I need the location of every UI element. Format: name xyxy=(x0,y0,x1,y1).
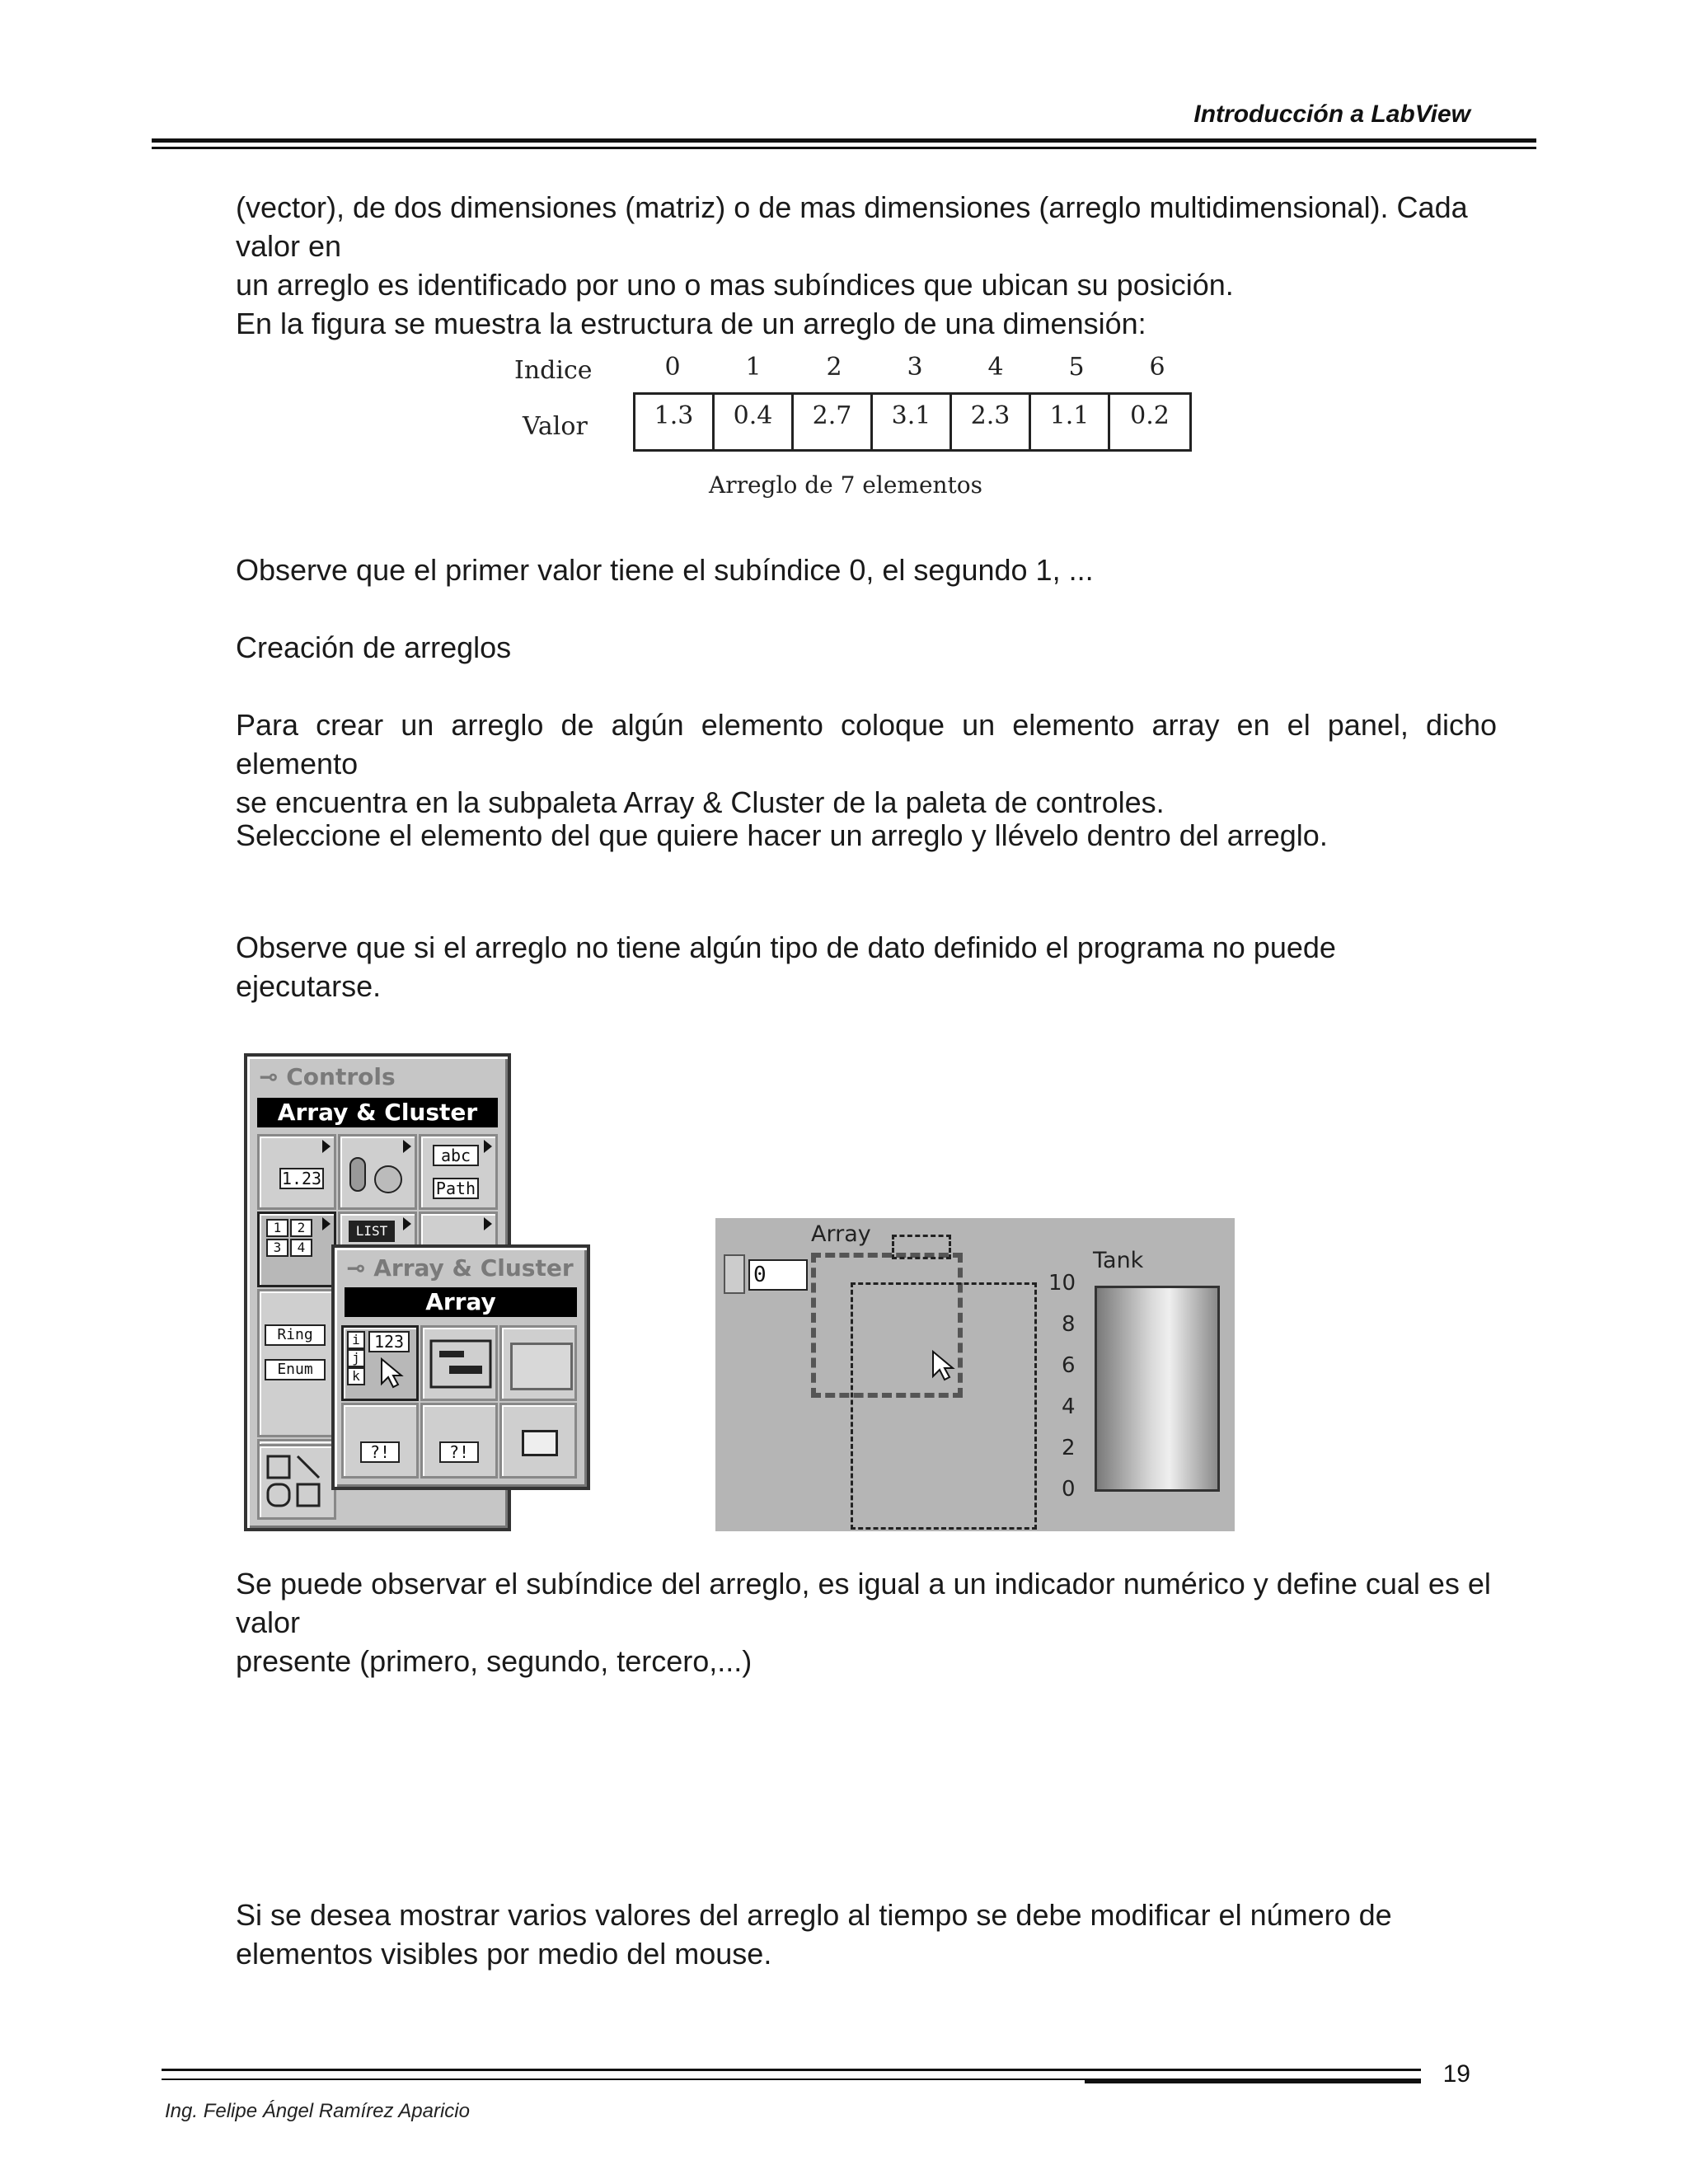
array-box: 123 xyxy=(368,1331,410,1352)
tank-tick: 10 xyxy=(1048,1271,1076,1296)
folder-icon xyxy=(510,1343,573,1390)
palette-subtitle: Array xyxy=(345,1287,577,1317)
array-cell: 2.7 xyxy=(794,395,873,449)
page-number: 19 xyxy=(1442,2060,1470,2088)
grid-cell: 3 xyxy=(266,1239,288,1257)
text-line: Si se desea mostrar varios valores del arreglo al tiempo se debe modificar el número de xyxy=(236,1898,1392,1932)
palette-title xyxy=(259,1063,396,1090)
index-chars xyxy=(347,1331,365,1385)
ring-enum-tile[interactable] xyxy=(257,1289,336,1437)
grid-cell: 4 xyxy=(290,1239,312,1257)
value-label: Valor xyxy=(523,412,588,441)
array-cell: 0.4 xyxy=(715,395,794,449)
text-line: (vector), de dos dimensiones (matriz) o de mas dimensiones (arreglo multidimensional). Cada valor en xyxy=(236,190,1468,263)
ring-box: Ring xyxy=(265,1324,326,1346)
shapes-icon xyxy=(265,1453,331,1511)
paragraph-create xyxy=(236,705,1497,822)
string-box: abc xyxy=(433,1145,479,1166)
submenu-arrow-icon xyxy=(403,1140,411,1153)
footer-rule-thin xyxy=(162,2079,1085,2080)
tank-tick: 0 xyxy=(1062,1477,1076,1502)
palette-title-text: Controls xyxy=(286,1063,396,1090)
palette-subtitle: Array & Cluster xyxy=(257,1098,498,1127)
grid-cell: 1 xyxy=(266,1219,288,1237)
grid-cell: 2 xyxy=(290,1219,312,1237)
string-path-tile[interactable] xyxy=(419,1134,498,1210)
array-cluster-palette xyxy=(331,1244,590,1490)
numeric-tile[interactable] xyxy=(257,1134,336,1210)
palette-title xyxy=(346,1254,574,1282)
drop-target xyxy=(892,1235,951,1259)
element-slot[interactable] xyxy=(851,1282,1037,1530)
error-in-tile[interactable] xyxy=(341,1403,419,1479)
index-char: k xyxy=(347,1367,365,1385)
text-line: presente (primero, segundo, tercero,...) xyxy=(236,1644,753,1678)
path-box: Path xyxy=(433,1178,479,1199)
index-char: i xyxy=(347,1331,365,1349)
header-rule xyxy=(152,138,1536,143)
error-label: ?! xyxy=(439,1441,479,1463)
tank-tick: 4 xyxy=(1062,1394,1076,1419)
paragraph-intro xyxy=(236,188,1497,343)
text-line: Se puede observar el subíndice del arreglo, es igual a un indicador numérico y define cual es el valor xyxy=(236,1567,1491,1639)
paragraph-select: Seleccione el elemento del que quiere hacer un arreglo y llévelo dentro del arreglo. xyxy=(236,818,1328,852)
index-label: Indice xyxy=(514,356,593,385)
error-out-tile[interactable] xyxy=(420,1403,498,1479)
cluster-tile[interactable] xyxy=(420,1325,498,1401)
array-cell: 2.3 xyxy=(952,395,1031,449)
array-cells xyxy=(633,392,1192,452)
paragraph-observe xyxy=(236,928,1497,1005)
submenu-arrow-icon xyxy=(484,1217,492,1230)
text-line: un arreglo es identificado por uno o mas subíndices que ubican su posición. xyxy=(236,268,1234,302)
paragraph-subindex: Observe que el primer valor tiene el subíndice 0, el segundo 1, ... xyxy=(236,553,1094,587)
header-rule-thin xyxy=(152,147,1536,149)
cursor-arrow-icon xyxy=(380,1357,405,1390)
palette-title-text: Array & Cluster xyxy=(373,1254,574,1282)
text-line: En la figura se muestra la estructura de un arreglo de una dimensión: xyxy=(236,307,1146,340)
text-line: elementos visibles por medio del mouse. xyxy=(236,1937,772,1971)
index-number: 6 xyxy=(1149,353,1165,382)
index-number: 5 xyxy=(1068,353,1085,382)
section-heading: Creación de arreglos xyxy=(236,630,512,664)
decorations-tile[interactable] xyxy=(257,1444,336,1520)
index-char: j xyxy=(347,1349,365,1367)
index-display[interactable] xyxy=(724,1254,806,1294)
author-credit: Ing. Felipe Ángel Ramírez Aparicio xyxy=(165,2100,470,2122)
refnum-icon xyxy=(522,1430,558,1456)
toggle-switch-icon xyxy=(345,1146,411,1204)
error-label: ?! xyxy=(360,1441,400,1463)
list-box: LIST xyxy=(349,1221,395,1242)
text-line: ejecutarse. xyxy=(236,969,382,1003)
tank-label: Tank xyxy=(1093,1248,1144,1273)
index-number: 4 xyxy=(987,353,1004,382)
numeric-box: 1.23 xyxy=(279,1168,324,1189)
pin-icon[interactable]: ⊸ xyxy=(259,1063,279,1090)
index-number: 2 xyxy=(826,353,842,382)
array-cell: 1.1 xyxy=(1031,395,1110,449)
array-tile[interactable] xyxy=(341,1325,419,1401)
pin-icon[interactable]: ⊸ xyxy=(346,1254,366,1282)
array-cluster-tile[interactable] xyxy=(257,1212,336,1287)
tank-tick: 8 xyxy=(1062,1312,1076,1337)
paragraph-index-indicator xyxy=(236,1564,1497,1680)
boolean-tile[interactable] xyxy=(338,1134,417,1210)
submenu-arrow-icon xyxy=(484,1140,492,1153)
index-number: 1 xyxy=(745,353,762,382)
front-panel xyxy=(715,1218,1235,1531)
tank-tick: 6 xyxy=(1062,1353,1076,1378)
cluster-icon xyxy=(429,1339,492,1389)
array-cell: 1.3 xyxy=(635,395,715,449)
enum-box: Enum xyxy=(265,1359,326,1380)
text-line: se encuentra en la subpaleta Array & Cluster de la paleta de controles. xyxy=(236,785,1165,819)
text-line: Para crear un arreglo de algún elemento coloque un elemento array en el panel, dicho elemento xyxy=(236,708,1497,780)
paragraph-visible-elements xyxy=(236,1896,1497,1973)
array-cell: 3.1 xyxy=(873,395,952,449)
increment-icon[interactable] xyxy=(724,1254,745,1294)
running-header: Introducción a LabView xyxy=(1193,101,1470,128)
tank-tick: 2 xyxy=(1062,1436,1076,1460)
array-caption: Arreglo de 7 elementos xyxy=(709,471,983,499)
submenu-arrow-icon xyxy=(322,1140,331,1153)
footer-rule-thick xyxy=(1085,2079,1421,2083)
index-value[interactable]: 0 xyxy=(748,1259,808,1291)
text-line: Observe que si el arreglo no tiene algún tipo de dato definido el programa no puede xyxy=(236,930,1336,964)
submenu-arrow-icon xyxy=(322,1217,331,1230)
empty-tile[interactable] xyxy=(499,1325,577,1401)
array-cell: 0.2 xyxy=(1130,401,1170,430)
array-grid-icon xyxy=(266,1219,312,1257)
cursor-arrow-icon xyxy=(931,1350,956,1386)
footer-rule xyxy=(162,2069,1421,2071)
submenu-arrow-icon xyxy=(403,1217,411,1230)
tank-indicator[interactable] xyxy=(1095,1286,1220,1492)
refnum-tile[interactable] xyxy=(499,1403,577,1479)
array-diagram xyxy=(511,346,1212,511)
array-label: Array xyxy=(811,1221,871,1247)
index-number: 0 xyxy=(664,353,681,382)
index-number: 3 xyxy=(907,353,923,382)
